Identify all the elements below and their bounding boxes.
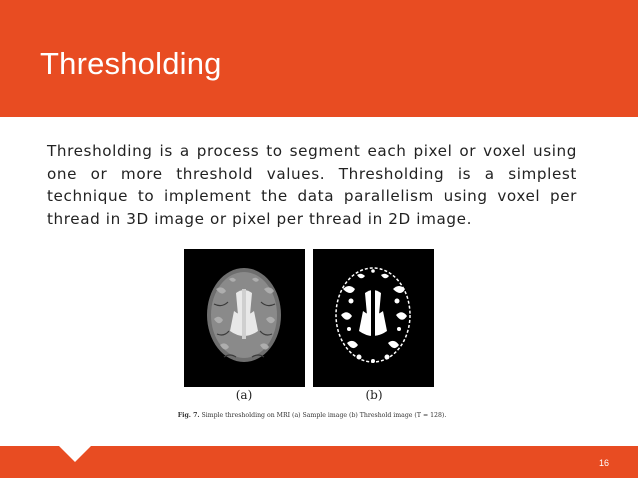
mri-sample-graphic [184,249,305,387]
figure-caption-text: Simple thresholding on MRI (a) Sample image (b) Threshold image (T = 128). [201,412,447,419]
figure-caption [162,412,462,419]
slide-title: Thresholding [40,46,222,81]
mri-threshold-graphic [313,249,434,387]
figure-label-b: (b) [365,388,383,402]
mri-figure [162,246,462,426]
mri-sample-image [184,249,305,387]
footer-bar [0,446,638,478]
figure-label-a: (a) [235,388,253,402]
mri-threshold-image [313,249,434,387]
slide-body-text: Thresholding is a process to segment each pixel or voxel using one or more threshold values. Thresholding is a simplest technique to implement the data parallelism using voxel per thread in 3D image or pixel per thread in 2D image. [47,142,577,228]
figure-caption-number: Fig. 7. [177,412,200,419]
footer-notch [59,446,91,462]
title-bar [0,0,638,117]
page-number: 16 [598,458,609,468]
